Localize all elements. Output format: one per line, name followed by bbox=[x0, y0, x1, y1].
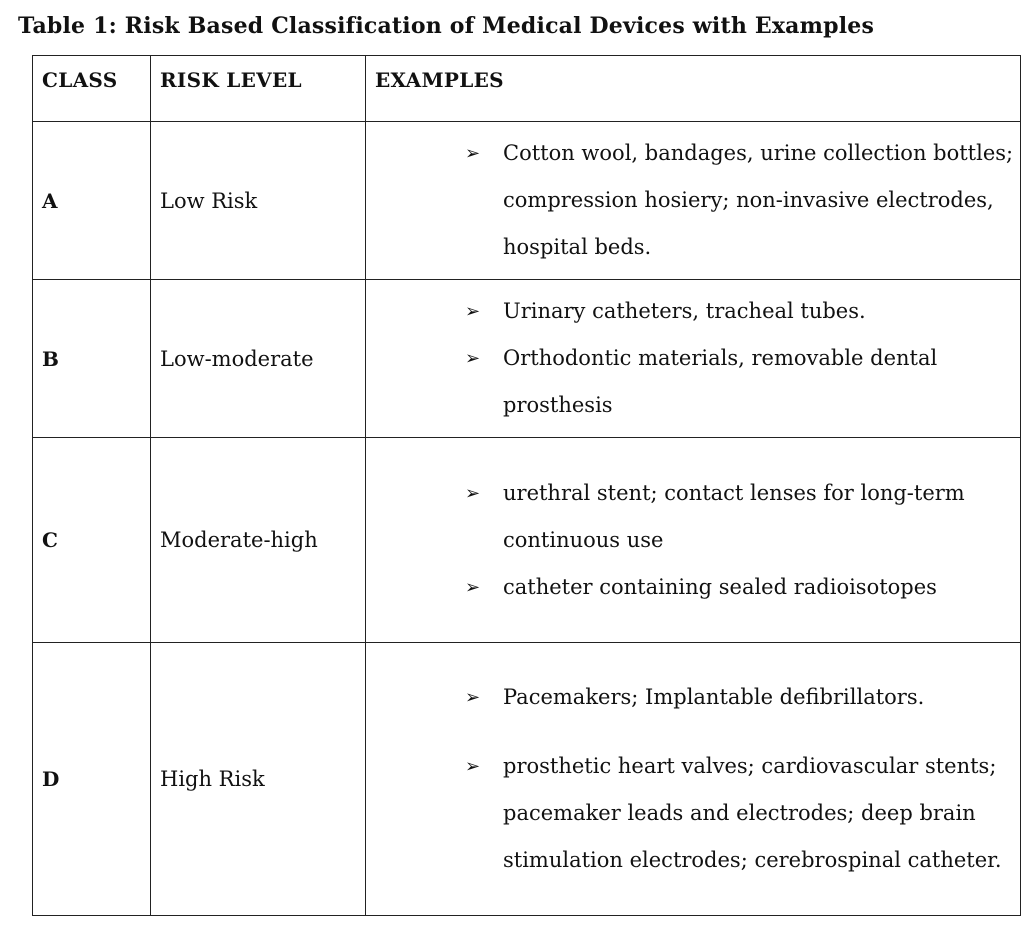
class-cell: B bbox=[33, 280, 151, 438]
table-caption: Table 1: Risk Based Classification of Medical Devices with Examples bbox=[18, 13, 875, 39]
example-item bbox=[465, 564, 1020, 611]
risk-level-cell: Low Risk bbox=[151, 122, 366, 280]
class-cell: A bbox=[33, 122, 151, 280]
example-text: urethral stent; contact lenses for long-term continuous use bbox=[503, 480, 965, 552]
example-text: prosthetic heart valves; cardiovascular stents; pacemaker leads and electrodes; deep brain stimulation electrodes; cerebrospinal catheter. bbox=[503, 754, 1002, 872]
header-class: CLASS bbox=[33, 56, 151, 122]
class-cell: D bbox=[33, 643, 151, 916]
examples-cell bbox=[366, 280, 1021, 438]
examples-list bbox=[375, 674, 1020, 884]
example-item bbox=[465, 470, 1020, 564]
arrowhead-bullet-icon: ➢ bbox=[465, 756, 481, 777]
arrowhead-bullet-icon: ➢ bbox=[465, 482, 481, 504]
examples-cell bbox=[366, 643, 1021, 916]
table-header-row bbox=[33, 56, 1021, 122]
arrowhead-bullet-icon: ➢ bbox=[465, 687, 481, 708]
table-row-class-a bbox=[33, 122, 1021, 280]
examples-cell bbox=[366, 438, 1021, 643]
example-text: catheter containing sealed radioisotopes bbox=[503, 574, 937, 599]
table-row-class-d bbox=[33, 643, 1021, 916]
header-examples: EXAMPLES bbox=[366, 56, 1021, 122]
table-row-class-c bbox=[33, 438, 1021, 643]
example-text: Pacemakers; Implantable defibrillators. bbox=[503, 685, 925, 709]
arrowhead-bullet-icon: ➢ bbox=[465, 301, 481, 322]
example-item bbox=[465, 743, 1020, 884]
risk-level-cell: Low-moderate bbox=[151, 280, 366, 438]
example-item bbox=[465, 335, 1020, 429]
examples-list bbox=[375, 288, 1020, 429]
class-cell: C bbox=[33, 438, 151, 643]
example-text: Orthodontic materials, removable dental prosthesis bbox=[503, 346, 938, 417]
arrowhead-bullet-icon: ➢ bbox=[465, 143, 481, 164]
table-row-class-b bbox=[33, 280, 1021, 438]
header-risk-level: RISK LEVEL bbox=[151, 56, 366, 122]
examples-list bbox=[375, 470, 1020, 611]
example-item bbox=[465, 130, 1020, 271]
example-item bbox=[465, 288, 1020, 335]
risk-level-cell: Moderate-high bbox=[151, 438, 366, 643]
examples-list bbox=[375, 130, 1020, 271]
arrowhead-bullet-icon: ➢ bbox=[465, 576, 481, 598]
risk-classification-table bbox=[32, 55, 1021, 916]
example-text: Urinary catheters, tracheal tubes. bbox=[503, 299, 866, 323]
arrowhead-bullet-icon: ➢ bbox=[465, 348, 481, 369]
examples-cell bbox=[366, 122, 1021, 280]
example-item bbox=[465, 674, 1020, 721]
example-text: Cotton wool, bandages, urine collection bottles; compression hosiery; non-invasive electrodes, hospital beds. bbox=[503, 141, 1014, 259]
risk-level-cell: High Risk bbox=[151, 643, 366, 916]
